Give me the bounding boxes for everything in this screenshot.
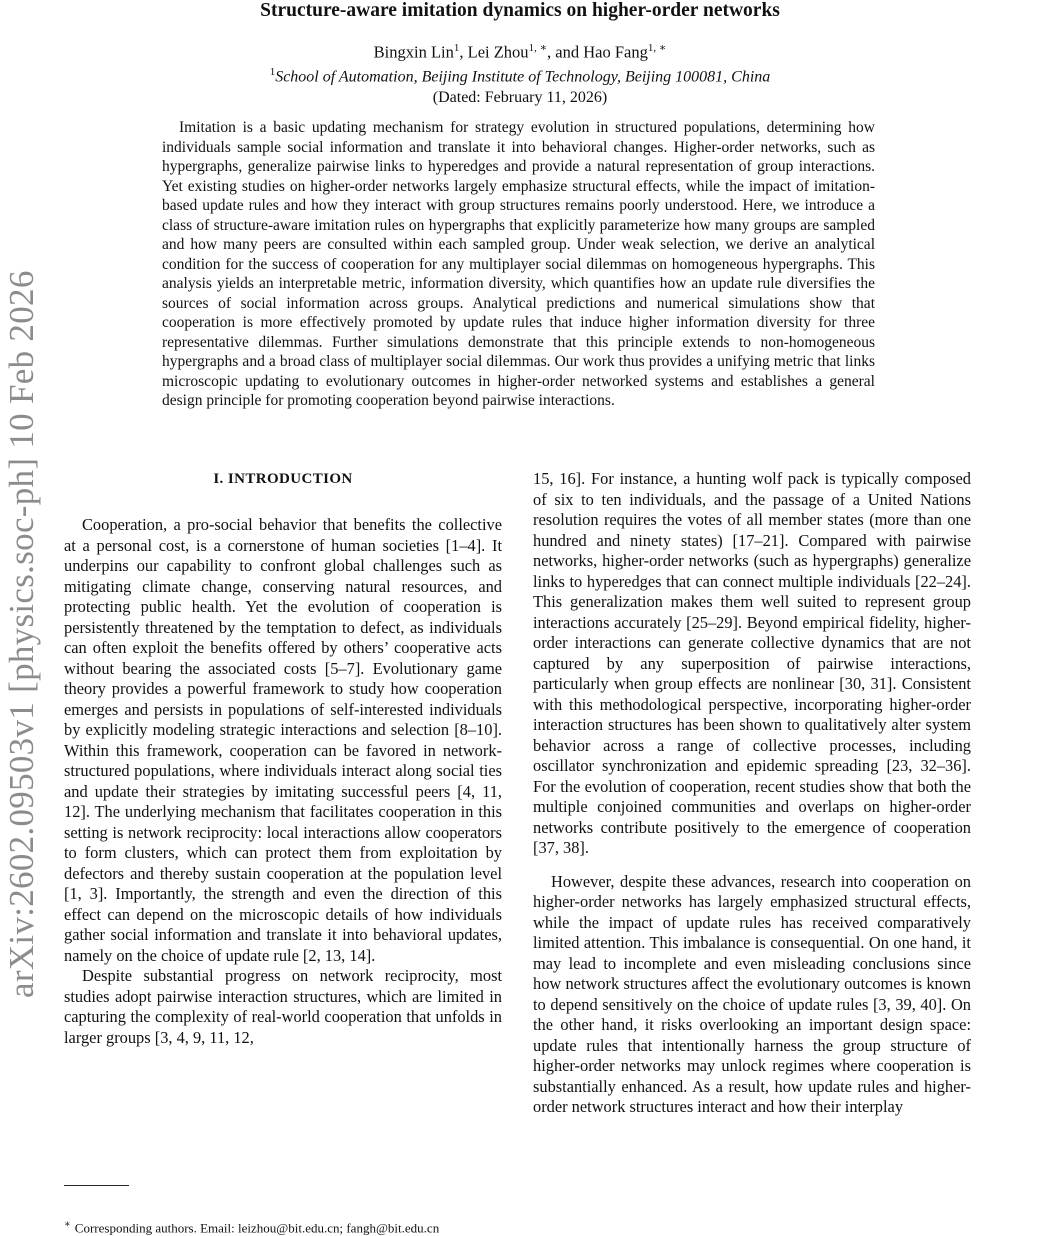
paragraph: Cooperation, a pro-social behavior that benefits the collective at a personal cost, is a cornerstone of human societies [1–4]. It underpins our capability to confront global challenges such as mitigating climate change, conserving natural resources, and protecting public health. Yet the evolution of cooperation is persistently threatened by the temptation to defect, as individuals can often exploit the benefits offered by others’ cooperative acts without bearing the associated costs [5–7]. Evolutionary game theory provides a powerful framework to study how cooperation emerges and persists in populations of self-interested individuals by explicitly modeling strategic interactions and selection [8–10]. Within this framework, cooperation can be favored in network-structured populations, where individuals interact along social ties and update their strategies by imitating successful peers [4, 11, 12]. The underlying mechanism that facilitates cooperation in this setting is network reciprocity: local interactions allow cooperators to form clusters, which can protect them from exploitation by defectors and thereby sustain cooperation at the population level [1, 3]. Importantly, the strength and even the direction of this effect can depend on the microscopic details of how individuals gather social information and translate it into behavioral updates, namely on the choice of update rule [2, 13, 14]. <box>64 515 502 965</box>
author-name: Lei Zhou <box>467 42 529 62</box>
author-separator: , and <box>547 42 584 62</box>
author-affiliation-mark: 1, ∗ <box>528 42 548 54</box>
author-affiliation-mark: 1 <box>453 42 460 54</box>
author-affiliation-mark: 1, ∗ <box>647 42 667 54</box>
author-list <box>0 41 1040 63</box>
section-heading-introduction: I. INTRODUCTION <box>213 471 353 487</box>
affiliation <box>0 66 1040 86</box>
left-column <box>64 515 502 1048</box>
author-name: Bingxin Lin <box>373 42 454 62</box>
affiliation-number: 1 <box>269 66 276 78</box>
paragraph: 15, 16]. For instance, a hunting wolf pack is typically composed of six to ten individuals, and the passage of a United Nations resolution requires the votes of all member states (more than one hundred and ninety states) [17–21]. Compared with pairwise networks, higher-order networks (such as hypergraphs) generalize links to hyperedges that can connect multiple individuals [22–24]. This generalization makes them well suited to represent group interactions accurately [25–29]. Beyond empirical fidelity, higher-order interactions can generate collective dynamics that are not captured by any superposition of pairwise interactions, particularly when group effects are nonlinear [30, 31]. Consistent with this methodological perspective, incorporating higher-order interaction structures has been shown to qualitatively alter system behavior across a range of collective processes, including oscillator synchronization and epidemic spreading [23, 32–36]. For the evolution of cooperation, recent studies show that both the multiple conjoined communities and overlaps on higher-order networks contribute positively to the emergence of cooperation [37, 38]. <box>533 469 971 857</box>
footnote-divider <box>64 1185 129 1186</box>
abstract: Imitation is a basic updating mechanism for strategy evolution in structured populations, determining how individuals sample social information and translate it into behavioral changes. Higher-order networks, such as hypergraphs, generalize pairwise links to hyperedges and provide a natural representation of group interactions. Yet existing studies on higher-order networks largely emphasize structural effects, while the impact of imitation-based update rules and how they interact with group structures remains poorly understood. Here, we introduce a class of structure-aware imitation rules on hypergraphs that explicitly parameterize how many groups are sampled and how many peers are consulted within each sampled group. Under weak selection, we derive an analytical condition for the success of cooperation for any multiplayer social dilemmas on homogeneous hypergraphs. This analysis yields an interpretable metric, information diversity, which quantifies how an update rule diversifies the sources of social information across groups. Analytical predictions and numerical simulations show that cooperation is more effectively promoted by update rules that induce higher information diversity for three representative dilemmas. Further simulations demonstrate that this principle extends to non-homogeneous hypergraphs and a broad class of multiplayer social dilemmas. Our work thus provides a unifying metric that links microscopic updating to evolutionary outcomes in higher-order networked systems and establishes a general design principle for promoting cooperation beyond pairwise interactions. <box>162 119 875 409</box>
footnote-text: Corresponding authors. Email: leizhou@bit.edu.cn; fangh@bit.edu.cn <box>74 1220 440 1236</box>
paragraph: However, despite these advances, research into cooperation on higher-order networks has largely emphasized structural effects, while the impact of update rules has received comparatively limited attention. This imbalance is consequential. On one hand, it may lead to incomplete and even misleading conclusions since how network structures affect the evolutionary outcomes is known to depend sensitively on the choice of update rules [3, 39, 40]. On the other hand, it risks overlooking an important design space: update rules that intentionally harness the group structure of higher-order networks may unlock regimes where cooperation is substantially enhanced. As a result, how update rules and higher-order network structures interact and how their interplay <box>533 871 971 1116</box>
right-column <box>533 469 971 1118</box>
paragraph: Despite substantial progress on network reciprocity, most studies adopt pairwise interaction structures, which are limited in capturing the complexity of real-world cooperation that unfolds in larger groups [3, 4, 9, 11, 12, <box>64 966 502 1047</box>
footnote-mark: ∗ <box>64 1219 71 1230</box>
arxiv-stamp-text: arXiv:2602.09503v1 [physics.soc-ph] 10 Feb 2026 <box>2 270 41 998</box>
author-separator: , <box>459 42 468 62</box>
paper-title: Structure-aware imitation dynamics on higher-order networks <box>260 0 780 21</box>
author-name: Hao Fang <box>583 42 648 62</box>
date-line: (Dated: February 11, 2026) <box>432 89 608 106</box>
footnote <box>64 1216 502 1236</box>
affiliation-text: School of Automation, Beijing Institute of Technology, Beijing 100081, China <box>275 68 771 86</box>
arxiv-identifier-stamp <box>0 233 40 998</box>
